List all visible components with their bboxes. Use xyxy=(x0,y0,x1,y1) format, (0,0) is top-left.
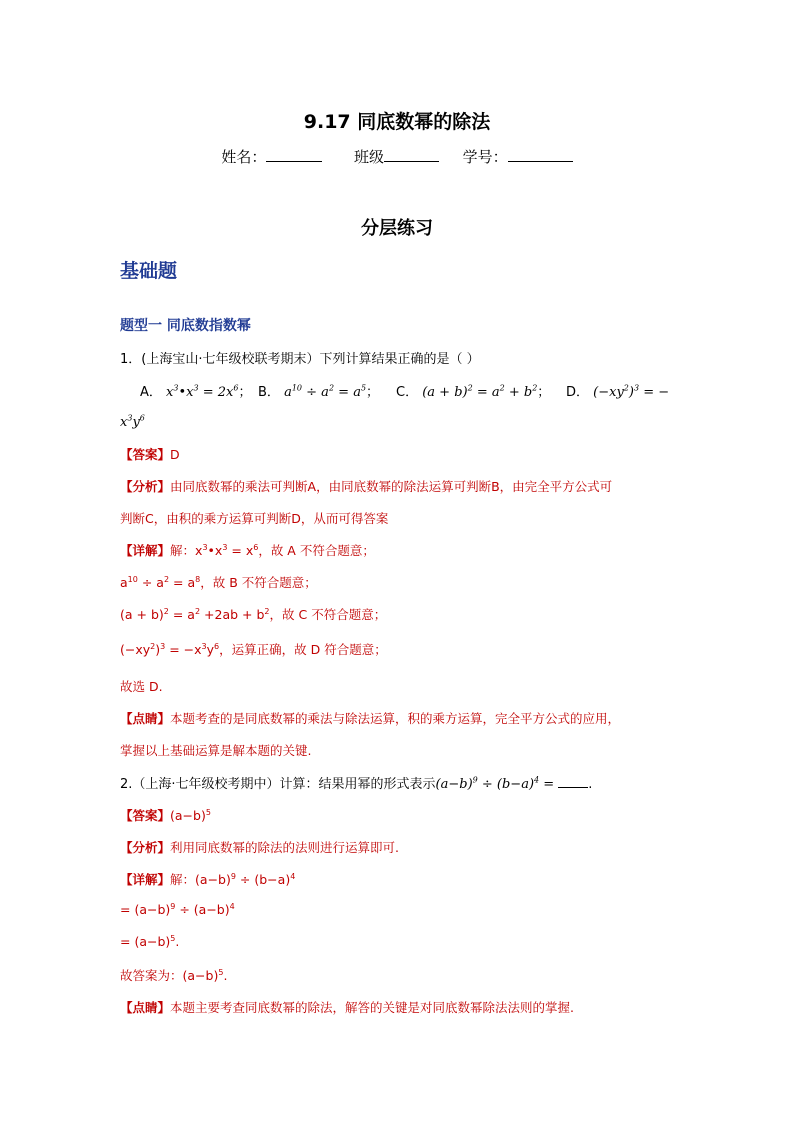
q2-detail-3: = $(a-b)^5$. xyxy=(120,934,180,950)
detail-1-post: ，故 A 不符合题意； xyxy=(258,543,375,558)
id-blank xyxy=(508,147,573,162)
q1-analysis-2: 判断C，由积的乘方运算可判断D，从而可得答案 xyxy=(120,511,389,526)
id-label: 学号： xyxy=(462,148,508,166)
final-pre: 故答案为： xyxy=(120,968,183,983)
comment-text: 本题主要考查同底数幂的除法，解答的关键是对同底数幂除法法则的掌握. xyxy=(170,1000,574,1015)
q1-analysis xyxy=(120,477,612,495)
q1-comment xyxy=(120,709,620,727)
q2-blank xyxy=(558,773,588,788)
name-blank xyxy=(266,147,322,162)
detail-3-post: ，故 C 不符合题意； xyxy=(269,607,387,622)
q1-detail-3: $(a + b)^2 = a^2 +2ab + b^2$，故 C 不符合题意； xyxy=(120,606,387,622)
analysis-tag: 【分析】 xyxy=(120,479,171,494)
class-label: 班级 xyxy=(353,148,384,166)
type-heading: 题型一 同底数指数幂 xyxy=(120,318,251,334)
comment-tag: 【点睛】 xyxy=(120,711,171,726)
section-heading: 基础题 xyxy=(120,260,178,282)
subtitle: 分层练习 xyxy=(361,218,433,239)
q1-option-a-label: A． xyxy=(140,385,162,400)
detail-pre: 解： xyxy=(170,543,196,558)
analysis-text: 利用同底数幂的除法的法则进行运算即可. xyxy=(170,840,399,855)
detail-2-post: ，故 B 不符合题意； xyxy=(200,575,317,590)
q1-option-c-label: C． xyxy=(396,385,419,400)
q1-option-a: A． $x^3•x^3 = 2x^6$； xyxy=(140,383,252,400)
detail-4-post: ，运算正确，故 D 符合题意； xyxy=(219,642,387,657)
class-blank xyxy=(384,147,439,162)
detail-pre: 解： xyxy=(170,872,196,887)
detail-tag: 【详解】 xyxy=(120,872,171,887)
q1-option-b: B． $a^{10} \div a^2 = a^5$； xyxy=(258,383,380,400)
comment-tag: 【点睛】 xyxy=(120,1000,171,1015)
name-label: 姓名： xyxy=(221,148,267,166)
q1-answer xyxy=(120,445,180,463)
q2-comment xyxy=(120,998,574,1016)
analysis-tag: 【分析】 xyxy=(120,840,171,855)
q1-option-d-cont: $x^3y^6$ xyxy=(120,414,145,431)
q1-option-d-label: D． xyxy=(566,385,590,400)
q1-comment-2: 掌握以上基础运算是解本题的关键. xyxy=(120,743,312,758)
page-title: 9.17 同底数幂的除法 xyxy=(303,111,491,133)
student-info xyxy=(0,146,794,167)
q1-detail-1: 【详解】解：$x^3•x^3 = x^6$，故 A 不符合题意； xyxy=(120,542,375,558)
analysis-text-1: 由同底数幂的乘法可判断A，由同底数幂的除法运算可判断B，由完全平方公式可 xyxy=(170,479,613,494)
answer-value: D xyxy=(170,447,180,462)
q2-detail-2: = $(a-b)^9 \div (a-b)^4$ xyxy=(120,902,235,918)
q1-choose: 故选 D. xyxy=(120,679,163,694)
answer-tag: 【答案】 xyxy=(120,808,171,823)
q2-final: 故答案为：$(a-b)^5$. xyxy=(120,967,228,983)
q1-stem: 1．(上海宝山·七年级校联考期末）下列计算结果正确的是（ ） xyxy=(120,352,480,367)
q2-stem-text: 2.（上海·七年级校考期中）计算：结果用幂的形式表示 xyxy=(120,777,436,792)
q1-option-c: C． $(a + b)^2 = a^2 + b^2$； xyxy=(396,383,551,400)
q2-answer: 【答案】$(a-b)^5$ xyxy=(120,807,211,823)
q2-stem: 2.（上海·七年级校考期中）计算：结果用幂的形式表示$(a-b)^9 \div (b-a)^4$ = . xyxy=(120,773,592,792)
q1-option-d: D． $(-xy^2)^3$ = − xyxy=(566,383,670,400)
detail-tag: 【详解】 xyxy=(120,543,171,558)
q1-detail-4: $(-xy^2)^3 = -x^3y^6$，运算正确，故 D 符合题意； xyxy=(120,641,387,657)
comment-text-1: 本题考查的是同底数幂的乘法与除法运算，积的乘方运算，完全平方公式的应用， xyxy=(170,711,621,726)
q1-detail-2: $a^{10} \div a^2 = a^8$，故 B 不符合题意； xyxy=(120,574,317,590)
q2-detail-1: 【详解】解：$(a-b)^9 \div (b-a)^4$ xyxy=(120,871,296,887)
answer-tag: 【答案】 xyxy=(120,447,171,462)
q2-analysis xyxy=(120,838,399,856)
q1-option-b-label: B． xyxy=(258,385,280,400)
